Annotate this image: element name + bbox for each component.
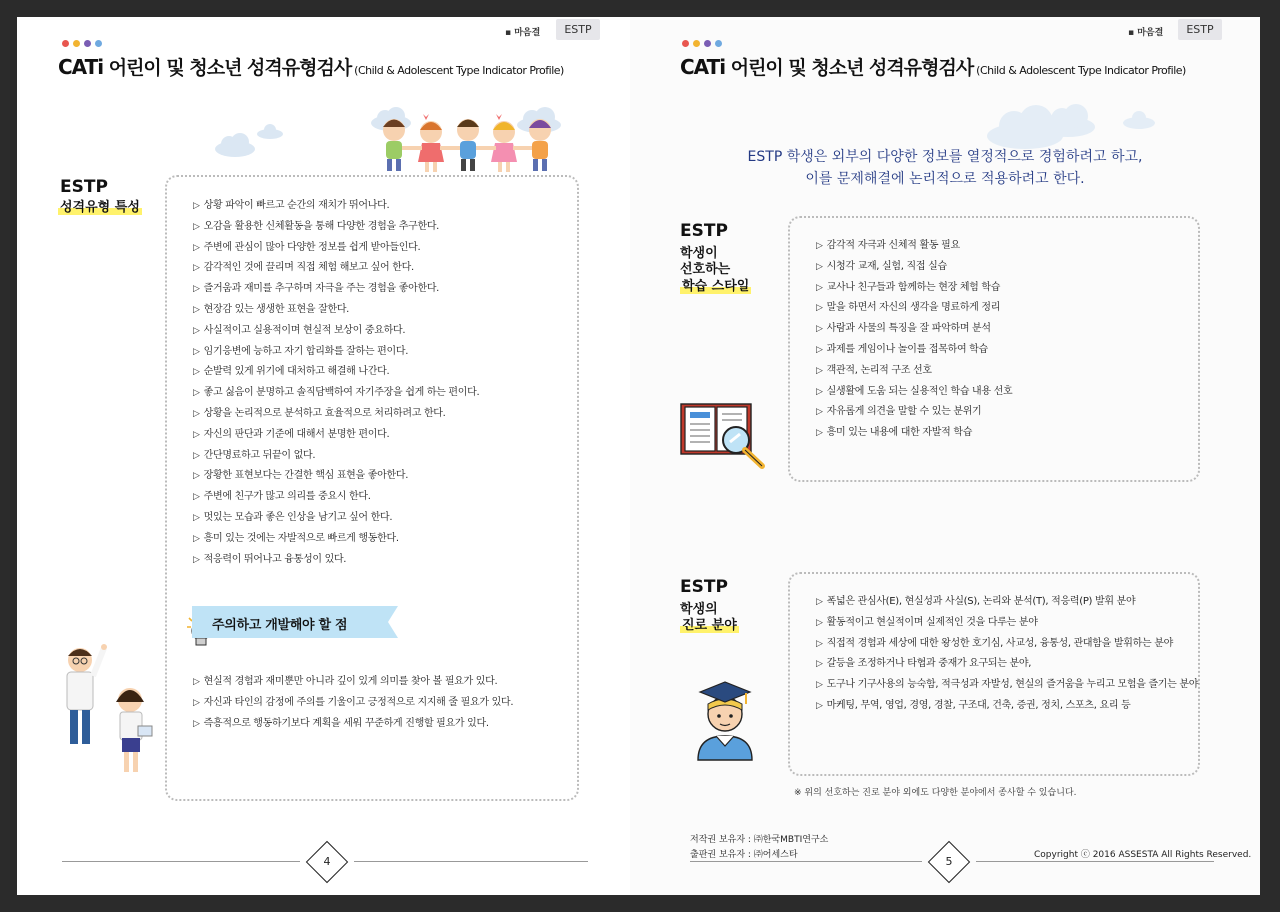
yellow-dot xyxy=(73,40,80,47)
list-item-text: 적응력이 뛰어나고 융통성이 있다. xyxy=(203,553,347,565)
bullet-triangle-icon: ▷ xyxy=(193,284,200,295)
list-item xyxy=(193,321,479,342)
list-item-text: 객관적, 논리적 구조 선호 xyxy=(826,364,932,376)
footer-line xyxy=(354,861,588,862)
document-title xyxy=(680,53,1186,80)
publisher: 출판권 보유자 : ㈜어세스타 xyxy=(690,850,798,860)
list-item-text: 흥미 있는 내용에 대한 자발적 학습 xyxy=(826,427,973,439)
traits-list xyxy=(193,196,479,570)
list-item xyxy=(816,402,1012,423)
list-item xyxy=(816,696,1198,717)
bullet-triangle-icon: ▷ xyxy=(816,261,823,272)
list-item-text: 좋고 싫음이 분명하고 솔직담백하여 자기주장을 쉽게 하는 편이다. xyxy=(203,387,480,399)
list-item xyxy=(816,257,1012,278)
bullet-triangle-icon: ▷ xyxy=(816,700,823,711)
list-item xyxy=(193,693,513,714)
bullet-triangle-icon: ▷ xyxy=(193,697,200,708)
footer-line xyxy=(690,861,922,862)
list-item xyxy=(816,278,1012,299)
list-item-text: 순발력 있게 위기에 대처하고 해결해 나간다. xyxy=(203,366,390,378)
list-item-text: 임기응변에 능하고 자기 합리화를 잘하는 편이다. xyxy=(203,345,409,357)
color-dots xyxy=(682,40,722,47)
color-dots xyxy=(62,40,102,47)
list-item-text: 감각적인 것에 끌리며 직접 체험 해보고 싶어 한다. xyxy=(203,262,414,274)
list-item-text: 흥미 있는 것에는 자발적으로 빠르게 행동한다. xyxy=(203,532,399,544)
bullet-triangle-icon: ▷ xyxy=(816,282,823,293)
corner-mark: ▪ 마음결 xyxy=(1128,28,1164,38)
bullet-triangle-icon: ▷ xyxy=(193,263,200,274)
footer-line xyxy=(976,861,1214,862)
bullet-triangle-icon: ▷ xyxy=(816,386,823,397)
bullet-triangle-icon: ▷ xyxy=(193,367,200,378)
title-korean: 어린이 및 청소년 성격유형검사 xyxy=(725,57,974,79)
list-item-text: 오감을 활용한 신체활동을 통해 다양한 경험을 추구한다. xyxy=(203,220,440,232)
cautions-list xyxy=(193,672,513,734)
title-korean: 어린이 및 청소년 성격유형검사 xyxy=(103,57,352,79)
copyright-holder: 저작권 보유자 : ㈜한국MBTI연구소 xyxy=(690,835,829,845)
bullet-triangle-icon: ▷ xyxy=(816,597,823,607)
list-item xyxy=(816,654,1198,675)
list-item xyxy=(816,592,1198,613)
learning-label-line: 학습 스타일 xyxy=(682,278,750,294)
purple-dot xyxy=(704,40,711,47)
career-label-line: 학생의 xyxy=(680,602,718,617)
bullet-triangle-icon: ▷ xyxy=(193,533,200,544)
footer-line xyxy=(62,861,300,862)
list-item-text: 마케팅, 무역, 영업, 경영, 경찰, 구조대, 건축, 증권, 정치, 스포츠, 요리 등 xyxy=(826,699,1131,711)
bullet-triangle-icon: ▷ xyxy=(816,680,823,691)
cloud-icon xyxy=(214,132,256,158)
bullet-triangle-icon: ▷ xyxy=(193,242,200,253)
lead-line-2: 이를 문제해결에 논리적으로 적용하려고 한다. xyxy=(805,171,1085,187)
list-item-text: 직접적 경험과 세상에 대한 왕성한 호기심, 사교성, 융통성, 관대함을 발휘하는 분야 xyxy=(826,637,1173,649)
list-item-text: 자유롭게 의견을 말할 수 있는 분위기 xyxy=(826,406,982,418)
list-item-text: 폭넓은 관심사(E), 현실성과 사실(S), 논리와 분석(T), 적응력(P) 발휘 분야 xyxy=(826,596,1136,607)
list-item xyxy=(193,404,479,425)
list-item xyxy=(816,675,1198,696)
list-item-text: 교사나 친구들과 함께하는 현장 체험 학습 xyxy=(826,281,1001,293)
list-item xyxy=(193,362,479,383)
list-item-text: 실생활에 도움 되는 실용적인 학습 내용 선호 xyxy=(826,385,1013,397)
yellow-dot xyxy=(693,40,700,47)
bullet-triangle-icon: ▷ xyxy=(193,304,200,315)
graduate-student-icon xyxy=(690,680,760,766)
list-item-text: 사람과 사물의 특징을 잘 파악하며 분석 xyxy=(826,323,991,335)
bullet-triangle-icon: ▷ xyxy=(816,407,823,418)
kids-holding-hands-illustration xyxy=(374,110,560,174)
cloud-icon xyxy=(1122,108,1156,130)
bullet-triangle-icon: ▷ xyxy=(193,554,200,565)
learning-list xyxy=(816,236,1012,444)
bullet-triangle-icon: ▷ xyxy=(193,677,200,687)
list-item-text: 활동적이고 현실적이며 실제적인 것을 다루는 분야 xyxy=(826,616,1038,628)
document-title xyxy=(58,53,564,80)
bullet-triangle-icon: ▷ xyxy=(816,303,823,314)
list-item-text: 상황을 논리적으로 분석하고 효율적으로 처리하려고 한다. xyxy=(203,407,446,419)
list-item xyxy=(816,634,1198,655)
lead-line-1: ESTP 학생은 외부의 다양한 정보를 열정적으로 경험하려고 하고, xyxy=(747,149,1143,165)
corner-mark: ▪ 마음결 xyxy=(505,28,541,38)
career-label-line: 진로 분야 xyxy=(682,618,737,634)
list-item-text: 현장감 있는 생생한 표현을 잘한다. xyxy=(203,303,350,315)
bullet-triangle-icon: ▷ xyxy=(193,346,200,357)
title-english: (Child & Adolescent Type Indicator Profile) xyxy=(351,64,564,77)
blue-dot xyxy=(95,40,102,47)
red-dot xyxy=(682,40,689,47)
list-item xyxy=(193,672,513,693)
list-item xyxy=(193,466,479,487)
list-item-text: 멋있는 모습과 좋은 인상을 남기고 싶어 한다. xyxy=(203,511,393,523)
list-item xyxy=(816,382,1012,403)
list-item-text: 말을 하면서 자신의 생각을 명료하게 정리 xyxy=(826,302,1001,314)
list-item xyxy=(816,319,1012,340)
page-number: 5 xyxy=(945,855,953,868)
list-item xyxy=(193,446,479,467)
teacher-and-student-illustration xyxy=(58,642,156,782)
cloud-icon xyxy=(1040,102,1096,138)
bullet-triangle-icon: ▷ xyxy=(816,659,823,670)
purple-dot xyxy=(84,40,91,47)
list-item-text: 즉흥적으로 행동하기보다 계획을 세워 꾸준하게 진행할 필요가 있다. xyxy=(203,717,489,729)
list-item xyxy=(816,298,1012,319)
list-item xyxy=(816,340,1012,361)
brand-logo: CATi xyxy=(680,55,726,79)
list-item xyxy=(193,529,479,550)
list-item-text: 시청각 교재, 실험, 직접 실습 xyxy=(826,260,947,272)
career-note: ※ 위의 선호하는 진로 분야 외에도 다양한 분야에서 종사할 수 있습니다. xyxy=(794,788,1077,798)
list-item xyxy=(193,279,479,300)
bullet-triangle-icon: ▷ xyxy=(193,492,200,503)
list-item xyxy=(193,342,479,363)
list-item-text: 상황 파악이 빠르고 순간의 재치가 뛰어나다. xyxy=(203,200,390,211)
left-section-label xyxy=(58,200,142,216)
bullet-triangle-icon: ▷ xyxy=(193,718,200,729)
list-item-text: 자신과 타인의 감정에 주의를 기울이고 긍정적으로 지지해 줄 필요가 있다. xyxy=(203,696,514,708)
list-item xyxy=(816,236,1012,257)
type-tab[interactable]: ESTP xyxy=(1178,19,1222,40)
list-item xyxy=(193,238,479,259)
list-item xyxy=(816,361,1012,382)
page-number: 4 xyxy=(323,855,331,868)
cloud-icon xyxy=(256,122,284,140)
list-item xyxy=(193,300,479,321)
learning-label-line: 학생이 xyxy=(680,246,718,261)
list-item xyxy=(816,613,1198,634)
section-label-text: 성격유형 특성 xyxy=(60,200,140,215)
list-item xyxy=(193,487,479,508)
list-item xyxy=(193,258,479,279)
list-item xyxy=(193,550,479,571)
bullet-triangle-icon: ▷ xyxy=(193,512,200,523)
bullet-triangle-icon: ▷ xyxy=(816,638,823,649)
list-item xyxy=(816,423,1012,444)
bullet-triangle-icon: ▷ xyxy=(193,408,200,419)
list-item xyxy=(193,196,479,217)
list-item-text: 장황한 표현보다는 간결한 핵심 표현을 좋아한다. xyxy=(203,470,409,482)
bullet-triangle-icon: ▷ xyxy=(193,325,200,336)
list-item-text: 자신의 판단과 기준에 대해서 분명한 편이다. xyxy=(203,428,390,440)
bullet-triangle-icon: ▷ xyxy=(816,241,823,251)
left-type-heading: ESTP xyxy=(60,177,108,197)
career-type-heading: ESTP xyxy=(680,577,728,597)
copyright-notice: Copyright ⓒ 2016 ASSESTA All Rights Reserved. xyxy=(1034,850,1252,860)
bullet-triangle-icon: ▷ xyxy=(193,471,200,482)
list-item-text: 과제를 게임이나 놀이를 접목하여 학습 xyxy=(826,343,988,355)
list-item-text: 사실적이고 실용적이며 현실적 보상이 중요하다. xyxy=(203,324,406,336)
list-item xyxy=(193,508,479,529)
bullet-triangle-icon: ▷ xyxy=(193,388,200,399)
blue-dot xyxy=(715,40,722,47)
list-item xyxy=(193,714,513,735)
bullet-triangle-icon: ▷ xyxy=(193,429,200,440)
list-item-text: 즐거움과 재미를 추구하며 자극을 주는 경험을 좋아한다. xyxy=(203,283,440,295)
title-english: (Child & Adolescent Type Indicator Profile) xyxy=(973,64,1186,77)
list-item-text: 주변에 친구가 많고 의리를 중요시 한다. xyxy=(203,491,371,503)
bullet-triangle-icon: ▷ xyxy=(193,221,200,232)
list-item-text: 간단명료하고 뒤끝이 없다. xyxy=(203,449,316,461)
list-item-text: 현실적 경험과 재미뿐만 아니라 깊이 있게 의미를 찾아 볼 필요가 있다. xyxy=(203,676,498,687)
list-item xyxy=(193,217,479,238)
bullet-triangle-icon: ▷ xyxy=(816,324,823,335)
bullet-triangle-icon: ▷ xyxy=(816,617,823,628)
bullet-triangle-icon: ▷ xyxy=(816,344,823,355)
book-magnifier-icon xyxy=(680,402,768,470)
learning-type-heading: ESTP xyxy=(680,221,728,241)
list-item-text: 갈등을 조정하거나 타협과 중재가 요구되는 분야, xyxy=(826,658,1032,670)
list-item-text: 감각적 자극과 신체적 활동 필요 xyxy=(826,240,960,251)
caution-title: 주의하고 개발해야 할 점 xyxy=(212,618,348,633)
list-item-text: 주변에 관심이 많아 다양한 정보를 쉽게 받아들인다. xyxy=(203,241,421,253)
bullet-triangle-icon: ▷ xyxy=(816,365,823,376)
list-item xyxy=(193,383,479,404)
bullet-triangle-icon: ▷ xyxy=(193,201,200,211)
learning-label xyxy=(680,246,751,295)
career-label xyxy=(680,602,739,635)
bullet-triangle-icon: ▷ xyxy=(816,428,823,439)
type-tab[interactable]: ESTP xyxy=(556,19,600,40)
career-list xyxy=(816,592,1198,717)
list-item xyxy=(193,425,479,446)
learning-label-line: 선호하는 xyxy=(680,262,731,278)
list-item-text: 도구나 기구사용의 능숙함, 적극성과 자발성, 현실의 즐거움을 누리고 모험을 즐기는 분야 xyxy=(826,679,1199,691)
bullet-triangle-icon: ▷ xyxy=(193,450,200,461)
red-dot xyxy=(62,40,69,47)
brand-logo: CATi xyxy=(58,55,104,79)
